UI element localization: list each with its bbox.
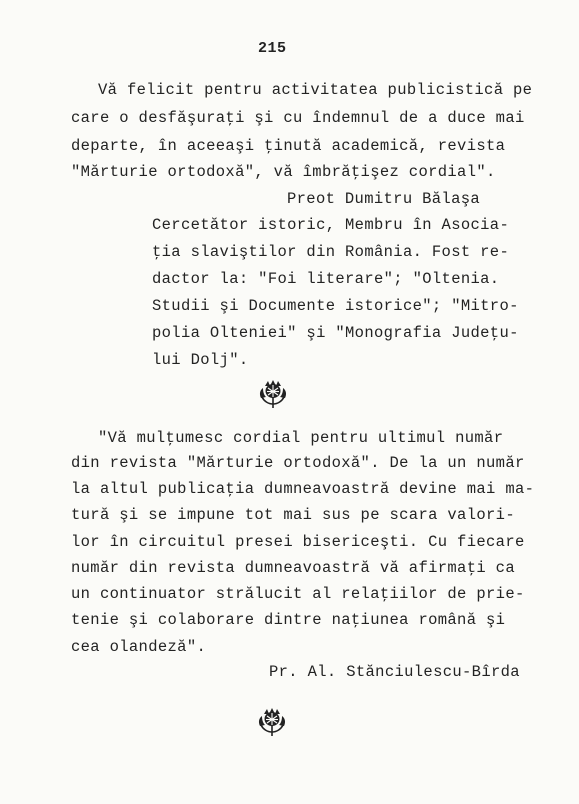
signature1-credential-line-1: Cercetător istoric, Membru în Asocia- [152,216,510,234]
page-number: 215 [258,40,287,57]
signature1-credential-line-4: Studii şi Documente istorice"; "Mitro- [152,297,519,315]
letter1-line-4: "Mărturie ortodoxă", vă îmbrăţişez cordial". [71,163,496,181]
signature1-name: Preot Dumitru Bălaşa [287,190,481,208]
thistle-emblem-icon [256,706,288,738]
letter2-line-7: un continuator strălucit al relaţiilor de prie- [71,585,525,603]
letter2-line-6: număr din revista dumneavoastră vă afirmaţi ca [71,559,515,577]
signature1-credential-line-3: dactor la: "Foi literare"; "Oltenia. [152,270,500,288]
signature1-credential-line-2: ţia slaviştilor din România. Fost re- [152,243,510,261]
letter2-line-5: lor în circuitul presei bisericeşti. Cu fiecare [71,533,525,551]
letter1-line-1: Vă felicit pentru activitatea publicistică pe [98,81,533,99]
thistle-emblem-icon [257,378,289,410]
letter2-line-4: tură şi se impune tot mai sus pe scara valori- [71,506,515,524]
signature2-name: Pr. Al. Stănciulescu-Bîrda [269,663,520,681]
signature1-credential-line-5: polia Olteniei" şi "Monografia Judeţu- [152,324,519,342]
letter1-line-3: departe, în aceeaşi ţinută academică, revista [71,137,506,155]
signature1-credential-line-6: lui Dolj". [152,351,249,369]
letter2-line-9: cea olandeză". [71,638,207,656]
letter2-line-3: la altul publicaţia dumneavoastră devine mai ma- [71,480,535,498]
letter2-line-1: "Vă mulţumesc cordial pentru ultimul număr [98,429,504,447]
letter2-line-2: din revista "Mărturie ortodoxă". De la un număr [71,454,525,472]
letter1-line-2: care o desfăşuraţi şi cu îndemnul de a duce mai [71,109,525,127]
letter2-line-8: tenie şi colaborare dintre naţiunea română şi [71,611,506,629]
